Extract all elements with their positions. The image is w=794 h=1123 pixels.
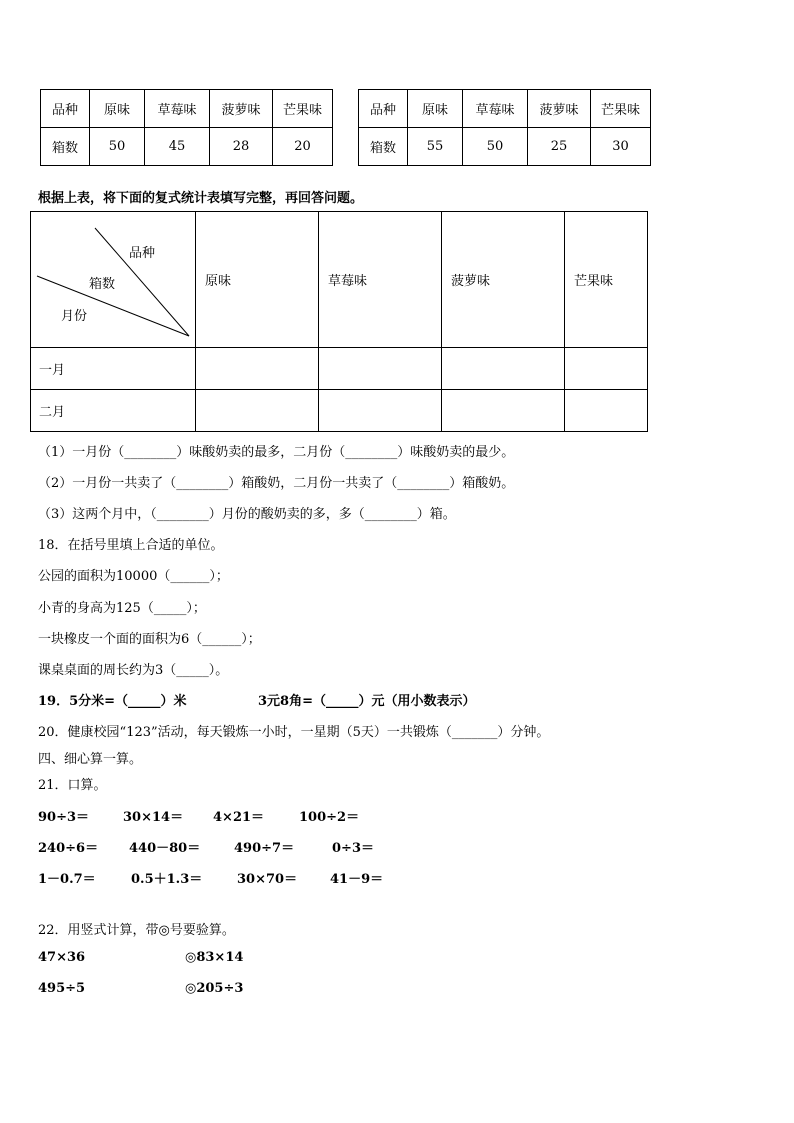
diag-label-boxes: 箱数: [89, 277, 116, 292]
instruction-text: 根据上表，将下面的复式统计表填写完整，再回答问题。: [38, 191, 364, 206]
diag-label-variety: 品种: [129, 246, 156, 261]
table-row-label: 箱数: [41, 128, 90, 166]
table-row-label: 箱数: [359, 128, 408, 166]
question-22-title: 22．用竖式计算，带◎号要验算。: [38, 923, 235, 938]
blank-cell[interactable]: [196, 348, 319, 390]
calc-item: 30×14＝: [123, 810, 184, 825]
question-20: 20．健康校园“123”活动，每天锻炼一小时，一星期（5天）一共锻炼（_______）分钟。: [38, 725, 550, 740]
calc-item: 41－9＝: [330, 872, 384, 887]
table-header-cell: 菠萝味: [210, 90, 273, 128]
calc-item: 490÷7＝: [234, 841, 295, 856]
blank-cell[interactable]: [565, 348, 648, 390]
calc-item: 495÷5: [38, 981, 86, 996]
calc-item: ◎205÷3: [185, 981, 244, 996]
calc-item: 90÷3＝: [38, 810, 90, 825]
blank-cell[interactable]: [565, 390, 648, 432]
column-header: 芒果味: [565, 212, 648, 348]
table-header-cell: 品种: [41, 90, 90, 128]
question-19-b: 3元8角=（_____）元（用小数表示）: [258, 694, 476, 709]
table-cell: 25: [528, 128, 591, 166]
row-label: 二月: [31, 390, 196, 432]
question-21-title: 21．口算。: [38, 778, 107, 793]
table-header-cell: 芒果味: [591, 90, 651, 128]
table-cell: 50: [90, 128, 145, 166]
compound-table: [30, 211, 648, 432]
blank-cell[interactable]: [319, 390, 442, 432]
table-header-cell: 菠萝味: [528, 90, 591, 128]
diag-label-month: 月份: [61, 309, 88, 324]
row-label: 一月: [31, 348, 196, 390]
column-header: 原味: [196, 212, 319, 348]
table-cell: 45: [145, 128, 210, 166]
calc-item: 4×21＝: [213, 810, 265, 825]
question-17-1: （1）一月份（________）味酸奶卖的最多，二月份（________）味酸奶卖的最少。: [38, 445, 515, 460]
question-18-title: 18．在括号里填上合适的单位。: [38, 538, 224, 553]
blank-cell[interactable]: [442, 390, 565, 432]
table-header-cell: 品种: [359, 90, 408, 128]
table-header-cell: 芒果味: [273, 90, 333, 128]
table-cell: 20: [273, 128, 333, 166]
column-header: 草莓味: [319, 212, 442, 348]
calc-item: ◎83×14: [185, 950, 244, 965]
table-cell: 50: [463, 128, 528, 166]
table-header-cell: 原味: [90, 90, 145, 128]
table-cell: 30: [591, 128, 651, 166]
table-header-cell: 草莓味: [145, 90, 210, 128]
table-month2: [358, 89, 651, 166]
table-cell: 55: [408, 128, 463, 166]
blank-cell[interactable]: [319, 348, 442, 390]
question-17-3: （3）这两个月中，（________）月份的酸奶卖的多，多（________）箱。: [38, 507, 456, 522]
question-18-item: 小青的身高为125（_____）；: [38, 601, 206, 616]
diagonal-header-cell: [31, 212, 196, 348]
table-header-cell: 原味: [408, 90, 463, 128]
blank-cell[interactable]: [442, 348, 565, 390]
question-18-item: 公园的面积为10000（______）；: [38, 569, 229, 584]
calc-item: 47×36: [38, 950, 86, 965]
column-header: 菠萝味: [442, 212, 565, 348]
question-17-2: （2）一月份一共卖了（________）箱酸奶，二月份一共卖了（________）箱酸奶。: [38, 476, 515, 491]
table-cell: 28: [210, 128, 273, 166]
calc-item: 440－80＝: [129, 841, 201, 856]
table-month1: [40, 89, 333, 166]
calc-item: 100÷2＝: [299, 810, 360, 825]
calc-item: 0.5＋1.3＝: [131, 872, 203, 887]
blank-cell[interactable]: [196, 390, 319, 432]
question-19-a: 19．5分米=（_____）米: [38, 694, 187, 709]
question-18-item: 一块橡皮一个面的面积为6（______）；: [38, 632, 261, 647]
calc-item: 30×70＝: [237, 872, 298, 887]
table-header-cell: 草莓味: [463, 90, 528, 128]
calc-item: 240÷6＝: [38, 841, 99, 856]
calc-item: 1－0.7＝: [38, 872, 96, 887]
section-title: 四、细心算一算。: [38, 752, 143, 767]
calc-item: 0÷3＝: [332, 841, 374, 856]
question-18-item: 课桌桌面的周长约为3（_____）。: [38, 663, 229, 678]
